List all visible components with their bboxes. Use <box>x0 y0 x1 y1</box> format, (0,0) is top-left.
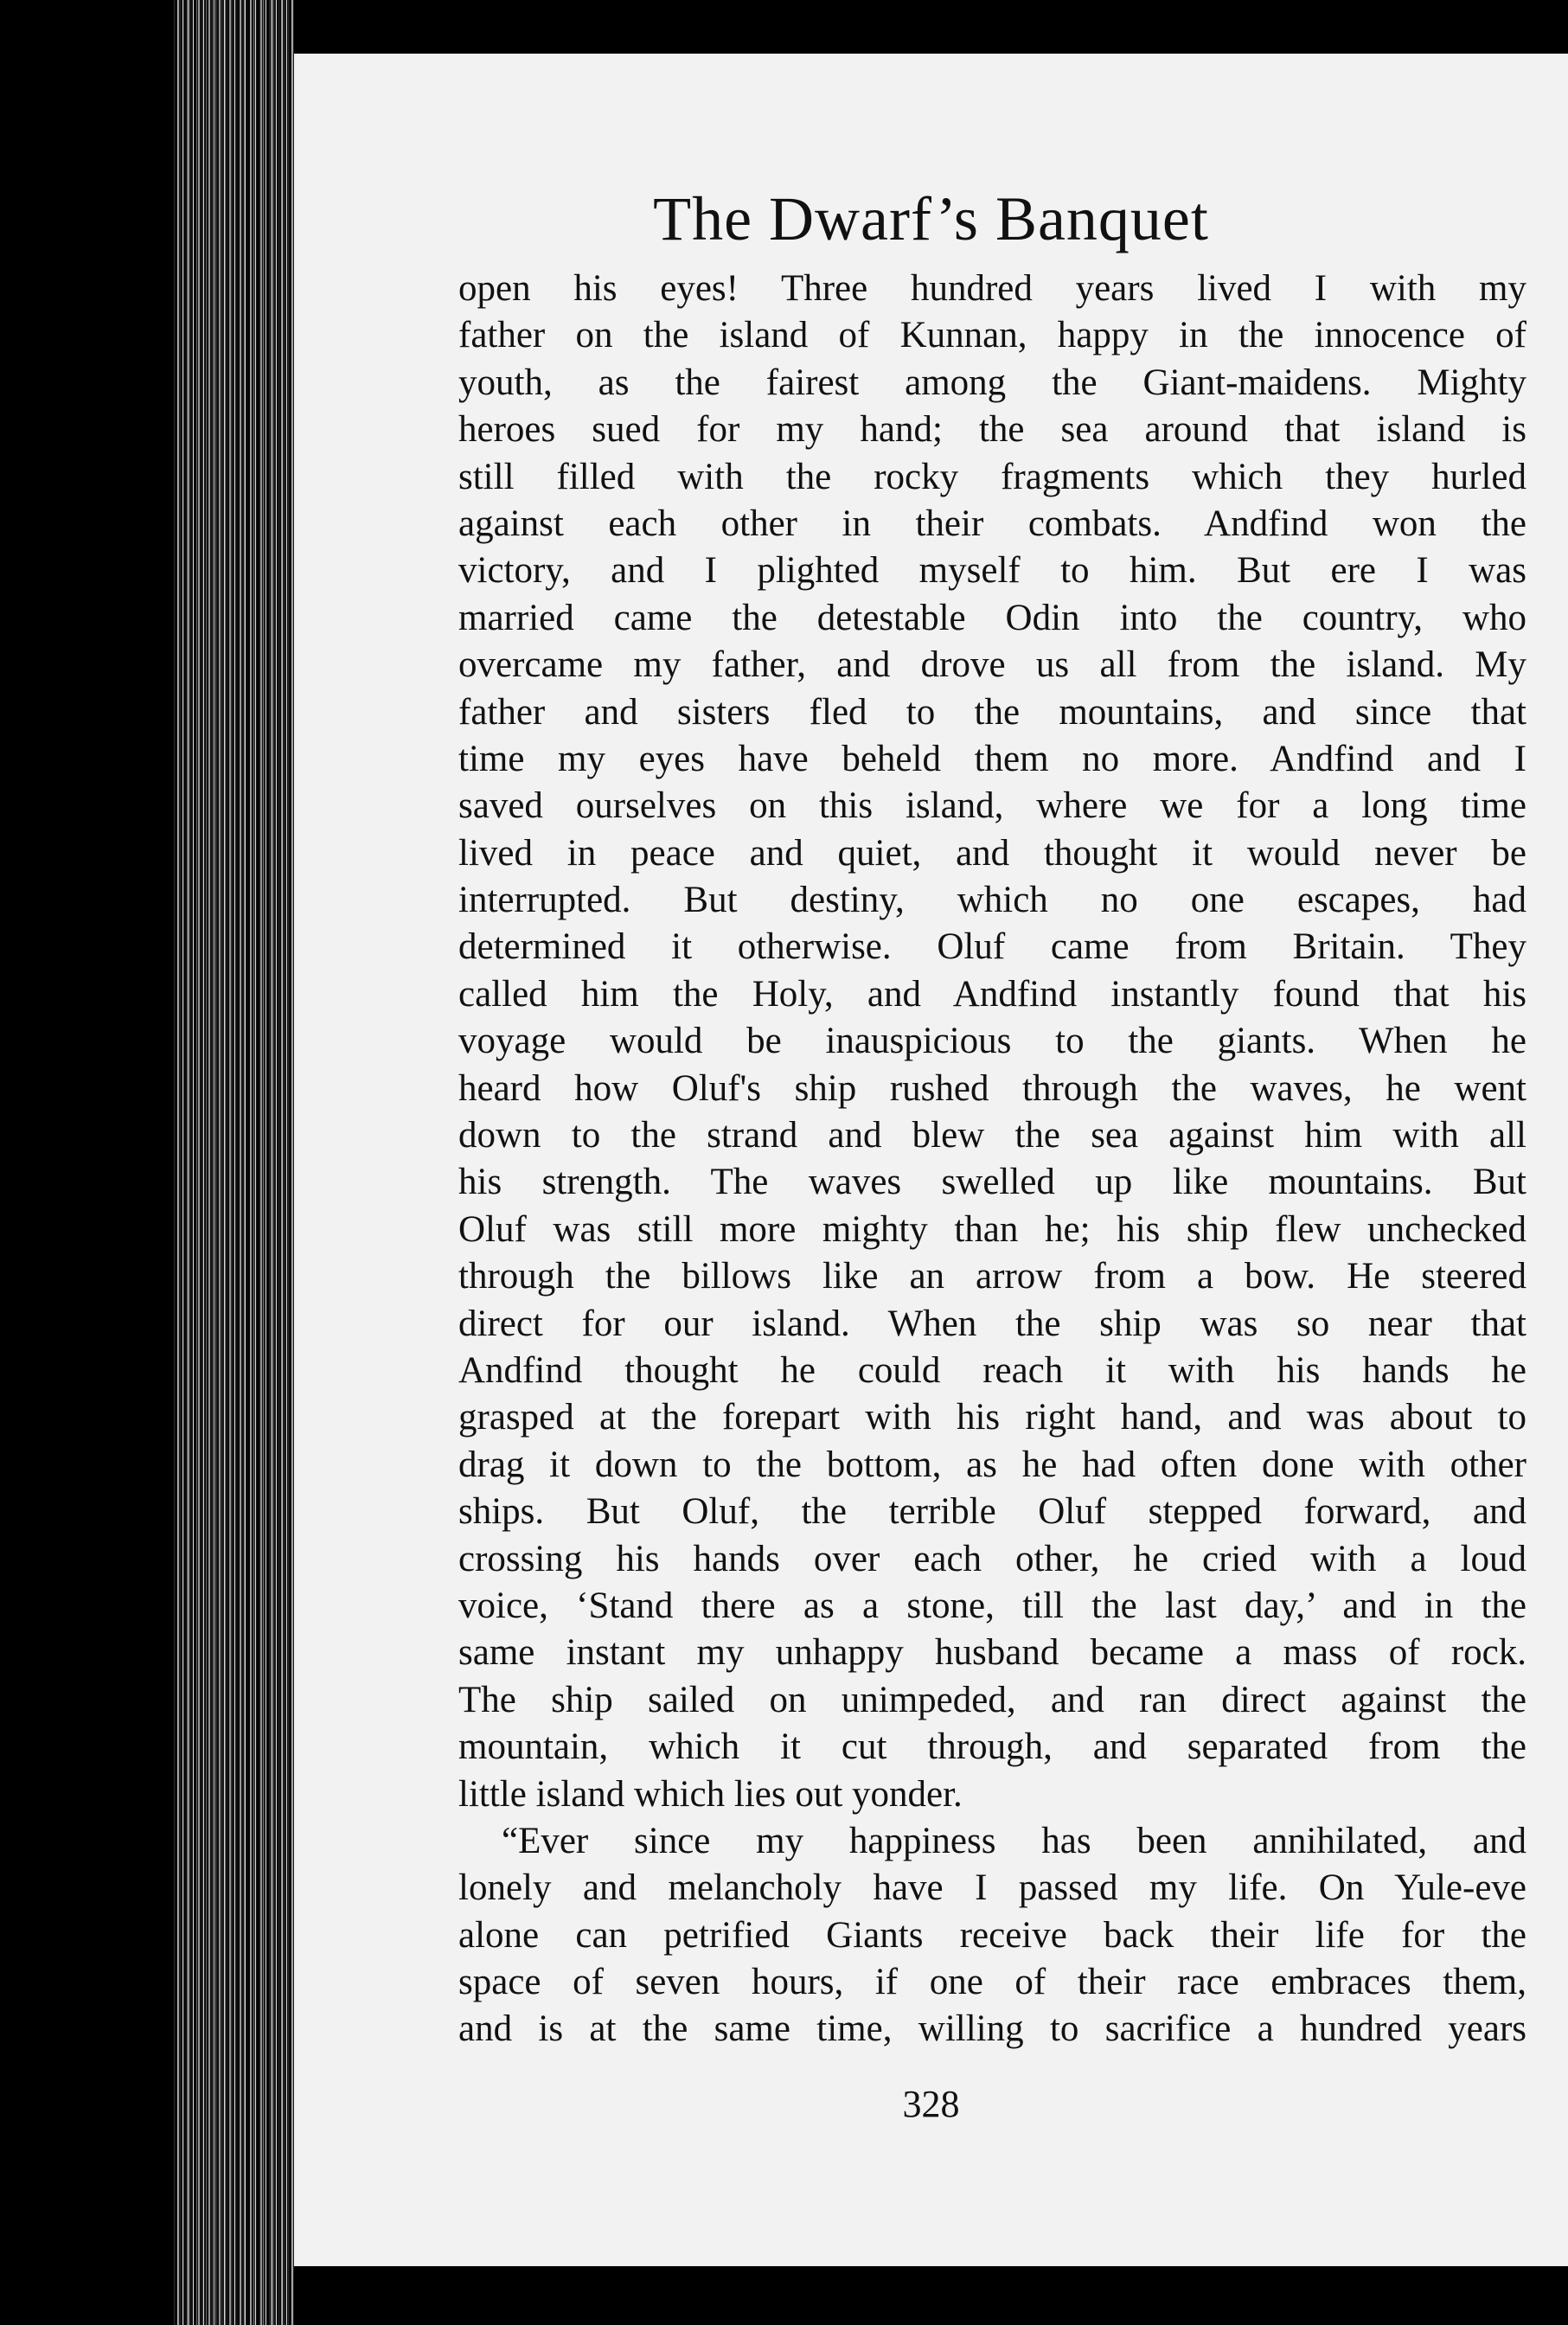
text-line: lived in peace and quiet, and thought it would never be <box>458 832 1526 874</box>
text-line: open his eyes! Three hundred years lived I with my <box>458 268 1526 309</box>
text-line: heard how Oluf's ship rushed through the waves, he went <box>458 1067 1526 1109</box>
text-line: The ship sailed on unimpeded, and ran direct against the <box>458 1679 1526 1720</box>
running-head: The Dwarf’s Banquet <box>653 184 1209 253</box>
book-page <box>294 54 1568 2266</box>
text-line: lonely and melancholy have I passed my life. On Yule-eve <box>458 1867 1526 1909</box>
body-text <box>458 266 1526 2117</box>
text-line: ships. But Oluf, the terrible Oluf stepped forward, and <box>458 1491 1526 1533</box>
text-line: saved ourselves on this island, where we for a long time <box>458 785 1526 827</box>
text-line: father and sisters fled to the mountains, and since that <box>458 691 1526 733</box>
text-line: time my eyes have beheld them no more. Andfind and I <box>458 738 1526 779</box>
text-line: voyage would be inauspicious to the giants. When he <box>458 1021 1526 1062</box>
text-line: heroes sued for my hand; the sea around that island is <box>458 409 1526 451</box>
text-line: still filled with the rocky fragments which they hurled <box>458 456 1526 497</box>
text-line: determined it otherwise. Oluf came from Britain. They <box>458 926 1526 968</box>
text-line: direct for our island. When the ship was so near that <box>458 1303 1526 1344</box>
text-line: Oluf was still more mighty than he; his ship flew unchecked <box>458 1208 1526 1250</box>
text-line: victory, and I plighted myself to him. But ere I was <box>458 550 1526 592</box>
text-line: called him the Holy, and Andfind instantly found that his <box>458 973 1526 1015</box>
text-line: married came the detestable Odin into the country, who <box>458 597 1526 638</box>
text-line: mountain, which it cut through, and separated from the <box>458 1726 1526 1768</box>
text-line: space of seven hours, if one of their race embraces them, <box>458 1962 1526 2003</box>
text-line: father on the island of Kunnan, happy in the innocence of <box>458 315 1526 356</box>
page-number: 328 <box>902 2083 960 2125</box>
text-line: his strength. The waves swelled up like mountains. But <box>458 1162 1526 1203</box>
text-line: against each other in their combats. Andfind won the <box>458 503 1526 544</box>
text-line: interrupted. But destiny, which no one escapes, had <box>458 880 1526 921</box>
text-line: same instant my unhappy husband became a mass of rock. <box>458 1632 1526 1674</box>
text-line: “Ever since my happiness has been annihilated, and <box>502 1820 1526 1861</box>
text-line: drag it down to the bottom, as he had often done with other <box>458 1444 1526 1485</box>
text-line: voice, ‘Stand there as a stone, till the last day,’ and in the <box>458 1585 1526 1626</box>
text-line: Andfind thought he could reach it with his hands he <box>458 1349 1526 1391</box>
text-line: alone can petrified Giants receive back their life for the <box>458 1914 1526 1956</box>
text-line: through the billows like an arrow from a bow. He steered <box>458 1256 1526 1297</box>
text-line: crossing his hands over each other, he cried with a loud <box>458 1538 1526 1579</box>
text-line: youth, as the fairest among the Giant-maidens. Mighty <box>458 362 1526 403</box>
text-line: grasped at the forepart with his right hand, and was about to <box>458 1397 1526 1438</box>
text-line: little island which lies out yonder. <box>458 1773 963 1815</box>
text-line: overcame my father, and drove us all from the island. My <box>458 644 1526 686</box>
text-line: down to the strand and blew the sea against him with all <box>458 1115 1526 1156</box>
text-line: and is at the same time, willing to sacrifice a hundred years <box>458 2008 1526 2050</box>
page-edges-gutter <box>0 0 294 2325</box>
